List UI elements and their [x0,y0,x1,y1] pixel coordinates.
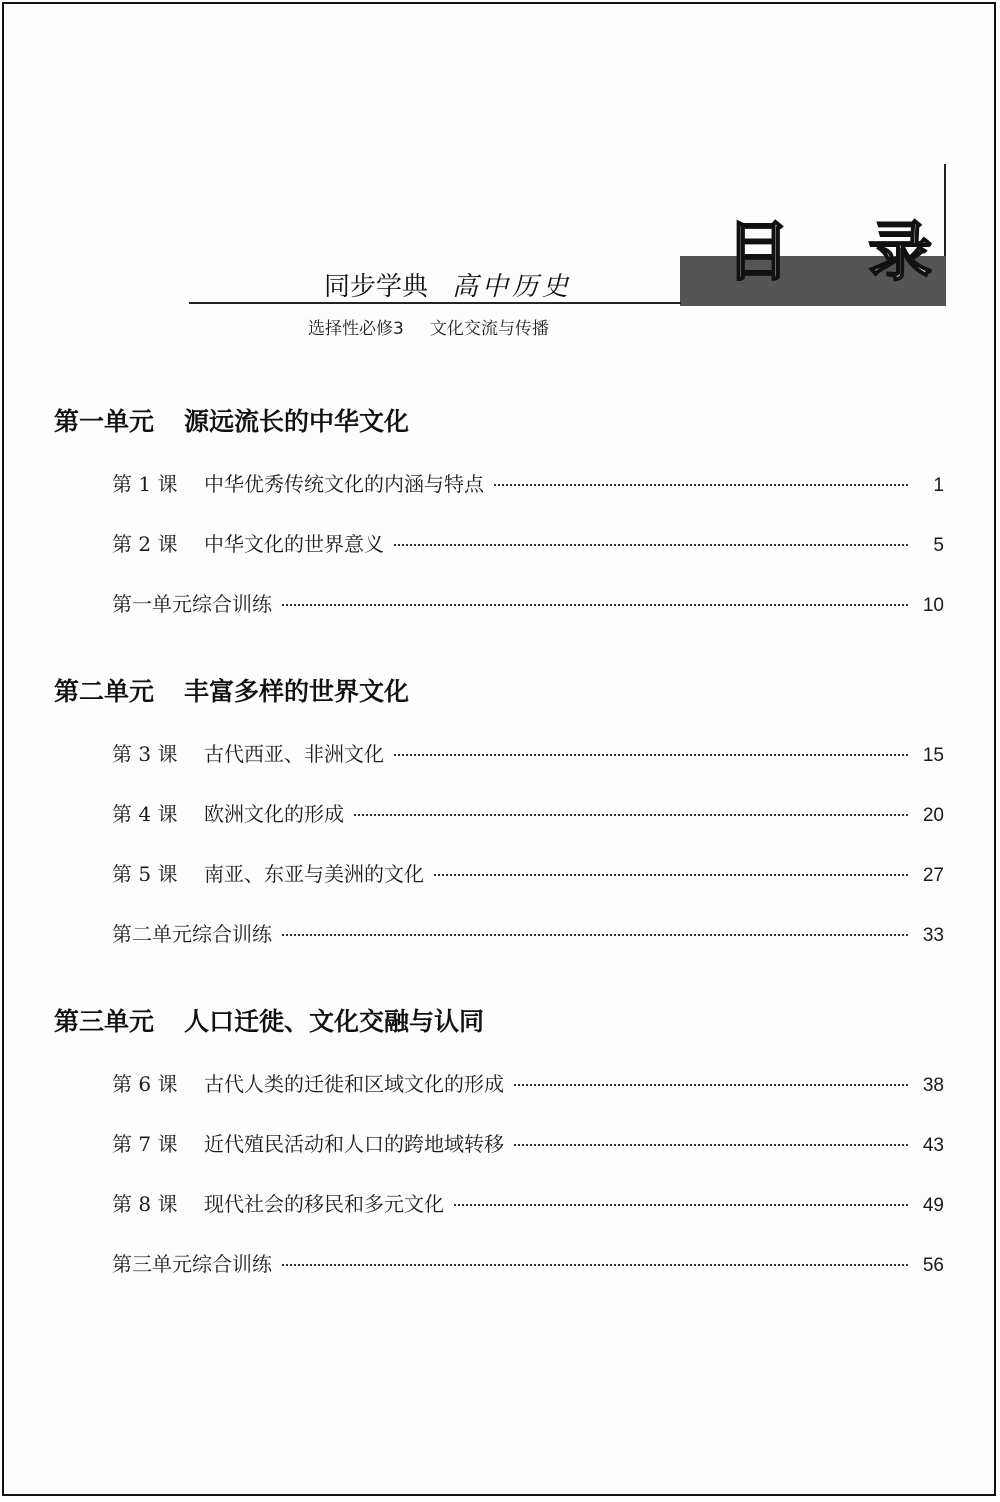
unit-label: 第一单元 [54,407,155,436]
entry-title: 近代殖民活动和人口的跨地域转移 [204,1132,504,1156]
lesson-number: 第 1 课 [112,472,178,496]
entry-title: 第三单元综合训练 [112,1252,272,1276]
book-subtitle [308,314,549,339]
toc-entry[interactable] [112,1068,944,1100]
unit-title: 人口迁徙、文化交融与认同 [184,1007,485,1036]
page-number: 49 [922,1195,944,1216]
toc-entry[interactable] [112,798,944,830]
entry-title: 中华优秀传统文化的内涵与特点 [204,472,484,496]
toc-entry[interactable] [112,1248,944,1280]
page-number: 38 [922,1075,944,1096]
leader-dots [282,603,908,606]
toc-entry[interactable] [112,1188,944,1220]
unit-title: 源远流长的中华文化 [184,407,410,436]
toc-entry[interactable] [112,858,944,890]
lesson-number: 第 5 课 [112,862,178,886]
topic-name: 文化交流与传播 [429,319,549,339]
toc-entry[interactable] [112,468,944,500]
page-number: 56 [922,1255,944,1276]
page-number: 1 [933,475,944,496]
toc-entry[interactable] [112,1128,944,1160]
leader-dots [514,1083,908,1086]
toc-entry[interactable] [112,588,944,620]
leader-dots [394,543,908,546]
toc-entry[interactable] [112,918,944,950]
leader-dots [394,753,908,756]
entry-title: 南亚、东亚与美洲的文化 [204,862,424,886]
lesson-number: 第 4 课 [112,802,178,826]
unit-label: 第二单元 [54,677,155,706]
unit-heading [54,1002,484,1038]
unit-label: 第三单元 [54,1007,155,1036]
entry-title: 古代西亚、非洲文化 [204,742,384,766]
page-number: 15 [922,745,944,766]
page-number: 43 [922,1135,944,1156]
lesson-number: 第 8 课 [112,1192,178,1216]
page-number: 20 [922,805,944,826]
entry-title: 第二单元综合训练 [112,922,272,946]
toc-entry[interactable] [112,738,944,770]
leader-dots [514,1143,908,1146]
lesson-number: 第 7 课 [112,1132,178,1156]
lesson-number: 第 2 课 [112,532,178,556]
lesson-number: 第 6 课 [112,1072,178,1096]
entry-title: 中华文化的世界意义 [204,532,384,556]
leader-dots [282,1263,908,1266]
entry-title: 古代人类的迁徙和区域文化的形成 [204,1072,504,1096]
page-number: 27 [922,865,944,886]
toc-entry[interactable] [112,528,944,560]
volume-name: 选择性必修3 [308,319,404,339]
unit-title: 丰富多样的世界文化 [184,677,410,706]
toc-page [2,2,996,1496]
leader-dots [494,483,908,486]
unit-heading [54,402,409,438]
page-number: 33 [922,925,944,946]
lesson-number: 第 3 课 [112,742,178,766]
unit-heading [54,672,409,708]
leader-dots [282,933,908,936]
book-series [324,266,572,303]
leader-dots [434,873,908,876]
entry-title: 第一单元综合训练 [112,592,272,616]
entry-title: 欧洲文化的形成 [204,802,344,826]
series-name: 同步学典 [324,272,429,302]
subject-name: 高中历史 [452,272,573,302]
page-number: 5 [933,535,944,556]
leader-dots [454,1203,908,1206]
page-number: 10 [922,595,944,616]
leader-dots [354,813,908,816]
entry-title: 现代社会的移民和多元文化 [204,1192,444,1216]
page-title: 目 录 [726,216,961,290]
